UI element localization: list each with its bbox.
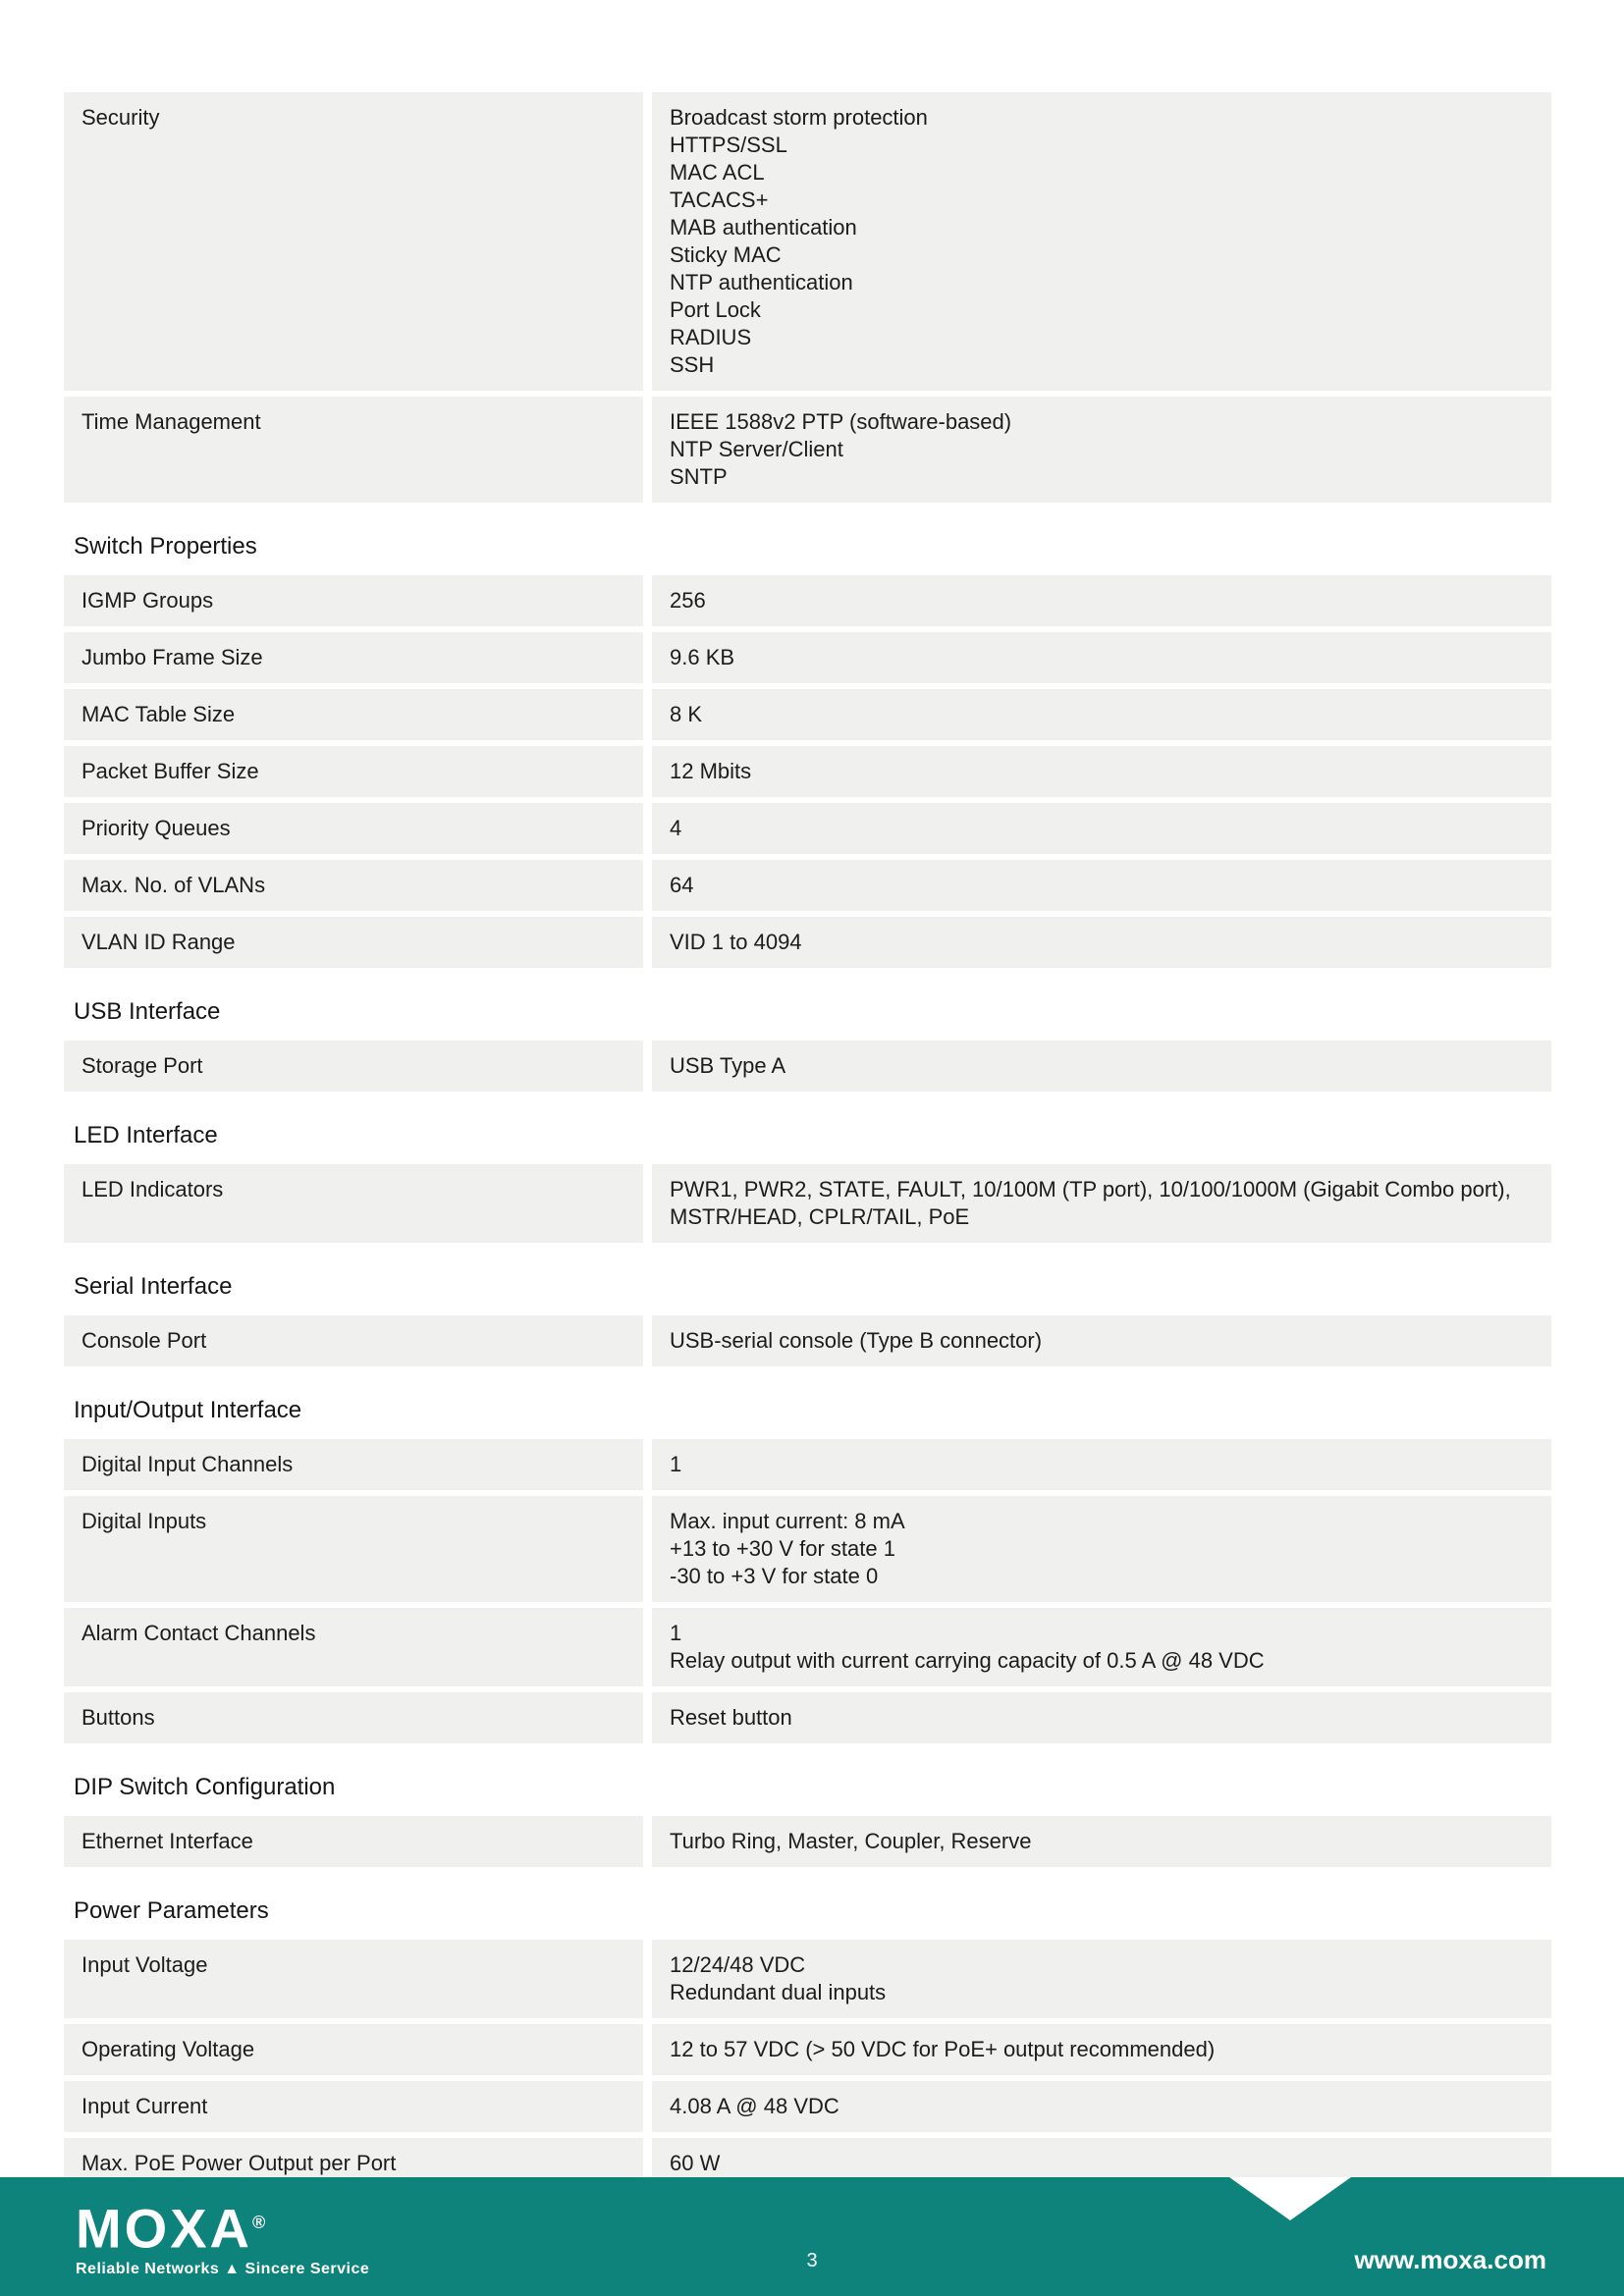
spec-value-line: USB-serial console (Type B connector)	[670, 1328, 1043, 1353]
spec-value-line: NTP Server/Client	[670, 437, 843, 461]
section-heading: Serial Interface	[74, 1273, 233, 1300]
spec-value	[652, 632, 1551, 683]
spec-label: Ethernet Interface	[64, 1816, 643, 1867]
spec-value-line: TACACS+	[670, 187, 769, 212]
spec-group	[64, 1121, 1551, 1243]
spec-value-line: MSTR/HEAD, CPLR/TAIL, PoE	[670, 1204, 970, 1229]
spec-value-line: Reset button	[670, 1705, 792, 1730]
table-row	[64, 2081, 1551, 2132]
spec-value-line: Redundant dual inputs	[670, 1980, 887, 2004]
spec-value-line: Turbo Ring, Master, Coupler, Reserve	[670, 1829, 1032, 1853]
spec-value	[652, 803, 1551, 854]
spec-value-line: 4.08 A @ 48 VDC	[670, 2094, 839, 2118]
table-row	[64, 2024, 1551, 2075]
table-row	[64, 92, 1551, 391]
spec-value-line: 60 W	[670, 2151, 721, 2175]
spec-value	[652, 92, 1551, 391]
spec-value-line: HTTPS/SSL	[670, 133, 787, 157]
spec-value	[652, 689, 1551, 740]
spec-value-line: Max. input current: 8 mA	[670, 1509, 905, 1533]
spec-value	[652, 1608, 1551, 1686]
spec-value-line: 12/24/48 VDC	[670, 1952, 806, 1977]
spec-value	[652, 1816, 1551, 1867]
spec-value-line: Broadcast storm protection	[670, 105, 928, 130]
spec-label: Input Voltage	[64, 1940, 643, 2018]
spec-value-line: 8 K	[670, 702, 703, 726]
spec-group	[64, 532, 1551, 968]
spec-group	[64, 1272, 1551, 1366]
moxa-logo-tagline: Reliable Networks ▲ Sincere Service	[76, 2260, 370, 2277]
moxa-logo-text: MOXA®	[76, 2197, 266, 2260]
table-row	[64, 1041, 1551, 1092]
spec-value-line: PWR1, PWR2, STATE, FAULT, 10/100M (TP port), 10/100/1000M (Gigabit Combo port),	[670, 1177, 1511, 1201]
spec-value	[652, 1940, 1551, 2018]
spec-value-line: 64	[670, 873, 694, 897]
spec-value-line: RADIUS	[670, 325, 752, 349]
spec-value-line: MAC ACL	[670, 160, 765, 185]
spec-value-line: Port Lock	[670, 297, 761, 322]
spec-label: Storage Port	[64, 1041, 643, 1092]
table-row	[64, 689, 1551, 740]
table-row	[64, 1496, 1551, 1602]
spec-value	[652, 1439, 1551, 1490]
moxa-logo	[76, 2195, 369, 2278]
section-heading: USB Interface	[74, 998, 221, 1025]
section-heading: LED Interface	[74, 1122, 218, 1148]
section-heading: DIP Switch Configuration	[74, 1774, 336, 1800]
table-row	[64, 1439, 1551, 1490]
spec-value	[652, 917, 1551, 968]
footer-bar	[0, 2177, 1624, 2296]
spec-label: Priority Queues	[64, 803, 643, 854]
spec-label: Max. PoE Power Output per Port	[64, 2138, 643, 2189]
table-row	[64, 1692, 1551, 1743]
spec-sheet-content	[64, 92, 1551, 2195]
spec-label: Input Current	[64, 2081, 643, 2132]
spec-value	[652, 2024, 1551, 2075]
spec-value-line: +13 to +30 V for state 1	[670, 1536, 895, 1561]
table-row	[64, 860, 1551, 911]
spec-value-line: Relay output with current carrying capacity of 0.5 A @ 48 VDC	[670, 1648, 1265, 1673]
spec-value	[652, 1315, 1551, 1366]
spec-value-line: SNTP	[670, 464, 728, 489]
spec-value	[652, 2081, 1551, 2132]
spec-value	[652, 1164, 1551, 1243]
table-row	[64, 1164, 1551, 1243]
table-row	[64, 1940, 1551, 2018]
page-number: 3	[806, 2250, 818, 2271]
spec-value-line: VID 1 to 4094	[670, 930, 802, 954]
spec-label: VLAN ID Range	[64, 917, 643, 968]
table-row	[64, 575, 1551, 626]
spec-value-line: 256	[670, 588, 706, 613]
spec-value-line: SSH	[670, 352, 715, 377]
table-row	[64, 917, 1551, 968]
chevron-down-notch-icon	[1229, 2177, 1351, 2220]
table-row	[64, 746, 1551, 797]
spec-value-line: 1	[670, 1621, 682, 1645]
spec-value-line: USB Type A	[670, 1053, 786, 1078]
spec-label: Jumbo Frame Size	[64, 632, 643, 683]
spec-label: Digital Input Channels	[64, 1439, 643, 1490]
spec-label: Console Port	[64, 1315, 643, 1366]
spec-value-line: NTP authentication	[670, 270, 853, 294]
spec-value-line: -30 to +3 V for state 0	[670, 1564, 879, 1588]
spec-value-line: Sticky MAC	[670, 242, 782, 267]
spec-label: Digital Inputs	[64, 1496, 643, 1602]
section-heading: Input/Output Interface	[74, 1397, 302, 1423]
spec-label: IGMP Groups	[64, 575, 643, 626]
spec-value	[652, 746, 1551, 797]
spec-label: Operating Voltage	[64, 2024, 643, 2075]
spec-label: Max. No. of VLANs	[64, 860, 643, 911]
spec-label: Packet Buffer Size	[64, 746, 643, 797]
spec-value-line: 12 Mbits	[670, 759, 752, 783]
spec-label: Buttons	[64, 1692, 643, 1743]
table-row	[64, 803, 1551, 854]
spec-label: Time Management	[64, 397, 643, 503]
section-heading: Switch Properties	[74, 533, 257, 560]
spec-group	[64, 92, 1551, 503]
registered-mark-icon: ®	[252, 2213, 266, 2232]
spec-value-line: 4	[670, 816, 682, 840]
spec-value	[652, 1496, 1551, 1602]
spec-group	[64, 1396, 1551, 1743]
spec-group	[64, 1896, 1551, 2189]
spec-value-line: 1	[670, 1452, 682, 1476]
spec-group	[64, 997, 1551, 1092]
table-row	[64, 1608, 1551, 1686]
spec-label: LED Indicators	[64, 1164, 643, 1243]
spec-value	[652, 575, 1551, 626]
section-heading: Power Parameters	[74, 1897, 269, 1924]
table-row	[64, 1315, 1551, 1366]
spec-label: MAC Table Size	[64, 689, 643, 740]
spec-value	[652, 1041, 1551, 1092]
moxa-website-link[interactable]: www.moxa.com	[1354, 2245, 1546, 2274]
spec-label: Alarm Contact Channels	[64, 1608, 643, 1686]
table-row	[64, 1816, 1551, 1867]
spec-value-line: MAB authentication	[670, 215, 857, 240]
spec-value	[652, 397, 1551, 503]
table-row	[64, 397, 1551, 503]
spec-value-line: IEEE 1588v2 PTP (software-based)	[670, 409, 1012, 434]
spec-value-line: 9.6 KB	[670, 645, 735, 669]
spec-value-line: 12 to 57 VDC (> 50 VDC for PoE+ output recommended)	[670, 2037, 1216, 2061]
table-row	[64, 632, 1551, 683]
spec-label: Security	[64, 92, 643, 391]
spec-group	[64, 1773, 1551, 1867]
spec-value	[652, 1692, 1551, 1743]
spec-value	[652, 860, 1551, 911]
